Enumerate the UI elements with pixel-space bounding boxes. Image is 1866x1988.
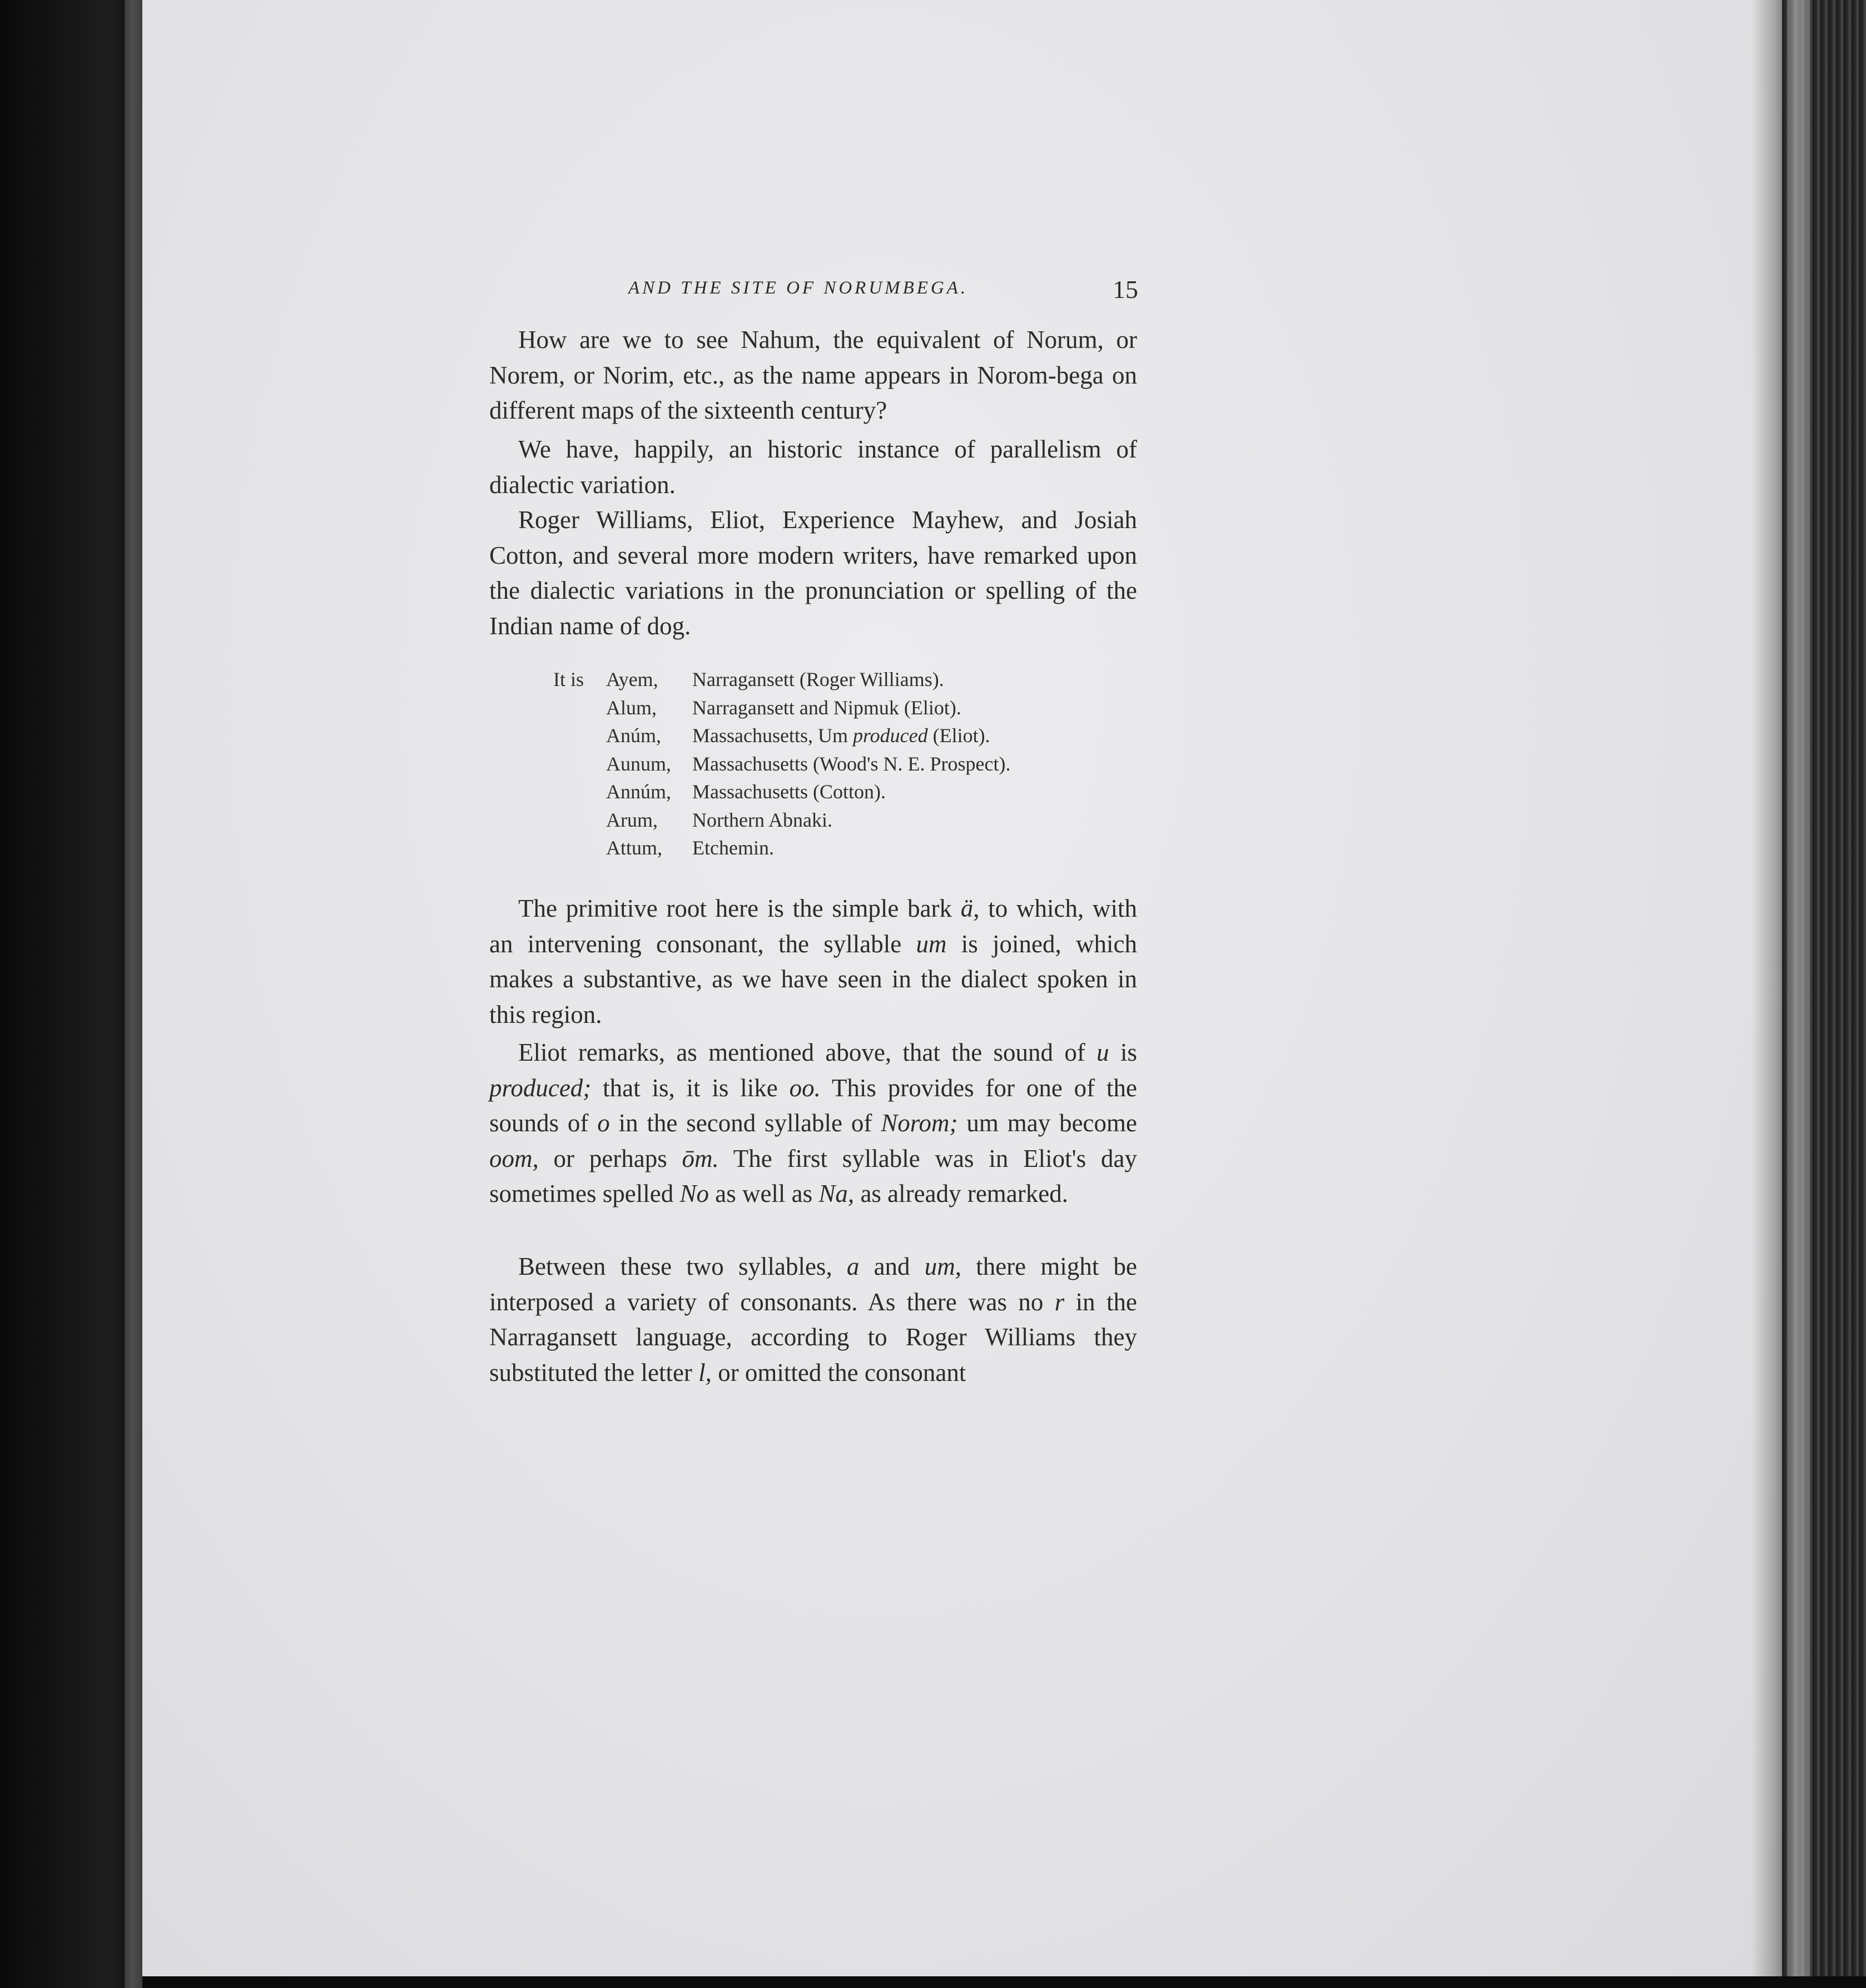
running-head: AND THE SITE OF NORUMBEGA.	[628, 278, 969, 298]
book-gutter	[125, 0, 142, 1988]
dog-name-source: Etchemin.	[692, 837, 774, 859]
dog-name: Attum,	[606, 837, 663, 859]
dog-name: Arum,	[606, 808, 658, 831]
dog-name-source: Massachusetts (Wood's N. E. Prospect).	[692, 752, 1011, 775]
paragraph-2: We have, happily, an historic instance of parallelism of dialectic variation.	[489, 435, 1137, 499]
dog-name: Alum,	[606, 696, 657, 719]
paragraph-1: How are we to see Nahum, the equivalent of Norum, or Norem, or Norim, etc., as the name appears in Norom-bega on different maps of the sixteenth century?	[489, 326, 1137, 424]
page-fore-edge-highlight	[1788, 0, 1810, 1988]
list-lead: It is	[553, 668, 584, 690]
dog-name-source: Northern Abnaki.	[692, 808, 832, 831]
paragraph-4: The primitive root here is the simple bark ä, to which, with an intervening consonant, the syllable um is joined, which makes a substantive, as we have seen in the dialect spoken in this region.	[489, 894, 1138, 1028]
dog-name: Ayem,	[606, 668, 658, 690]
dog-name-source: Narragansett and Nipmuk (Eliot).	[692, 696, 961, 719]
dog-name: Aunum,	[606, 752, 671, 775]
page-number: 15	[1113, 275, 1138, 304]
bottom-border	[142, 1976, 1866, 1988]
paragraph-6: Between these two syllables, a and um, there might be interposed a variety of consonants. As there was no r in the Narragansett language, according to Roger Williams they substituted the letter l, or omitted the consonant	[489, 1253, 1137, 1386]
dog-name-source: Narragansett (Roger Williams).	[692, 668, 944, 690]
dog-name-source: Massachusetts (Cotton).	[692, 781, 886, 803]
dog-name-source: Massachusetts, Um produced (Eliot).	[692, 724, 990, 747]
paragraph-5: Eliot remarks, as mentioned above, that the sound of u is produced; that is, it is like oo. This provides for one of the sounds of o in the second syllable of Norom; um may become oom, or perhaps ōm. The first syllable was in Eliot's day sometimes spelled No as well as Na, as already remarked.	[489, 1038, 1138, 1207]
facing-page-edge	[0, 0, 128, 1988]
dog-name: Anúm,	[606, 724, 661, 747]
paragraph-3: Roger Williams, Eliot, Experience Mayhew, and Josiah Cotton, and several more modern writers, have remarked upon the dialectic variations in the pronunciation or spelling of the Indian name of dog.	[489, 506, 1137, 640]
dog-name: Annúm,	[606, 781, 671, 803]
